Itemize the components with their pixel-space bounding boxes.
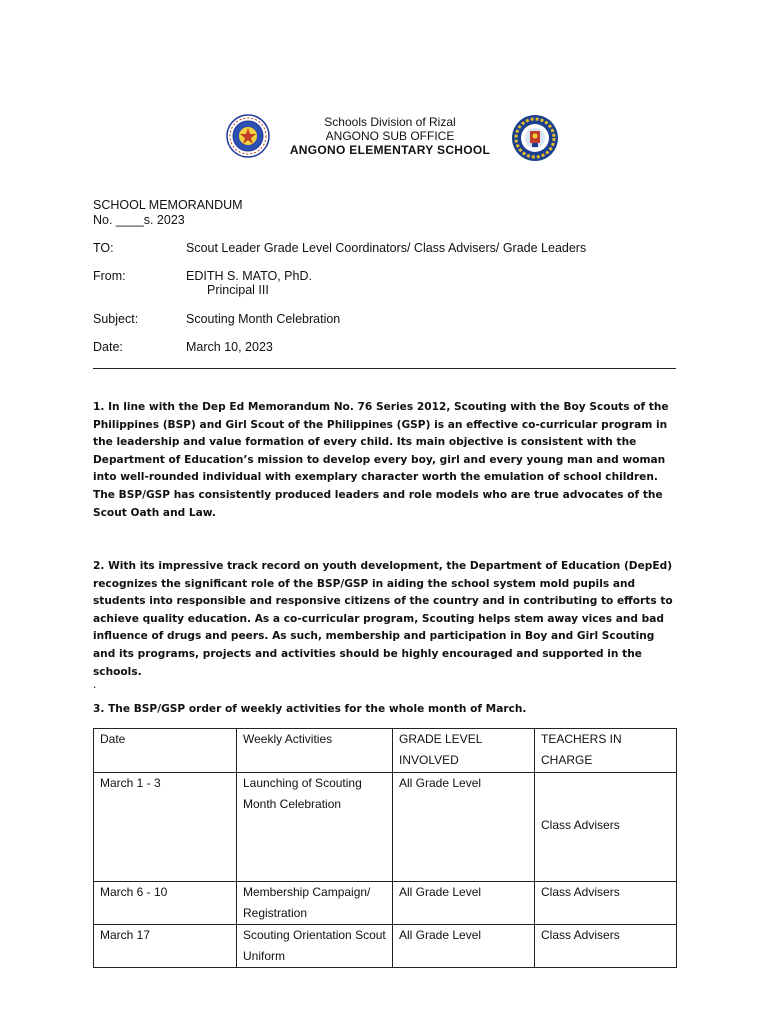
table-row — [94, 773, 677, 882]
paragraph-1: 1. In line with the Dep Ed Memorandum No. 76 Series 2012, Scouting with the Boy Scouts of the Philippines (BSP) and Girl Scout of the Philippines (GSP) is an effective co-curricular program in the leadership and value formation of every child. Its main objective is consistent with the Department of Education’s mission to develop every boy, girl and every young man and woman into well-rounded individual with exemplary character worth the emulation of school children. The BSP/GSP has consistently produced leaders and role models who are true advocates of the Scout Oath and Law. — [93, 401, 669, 519]
table-cell-teacher: Class Advisers — [535, 882, 677, 925]
table-cell-grade: All Grade Level — [393, 773, 535, 882]
school-gear-seal-icon — [511, 114, 559, 162]
subject-label: Subject: — [93, 312, 139, 326]
table-cell-activity: Launching of Scouting Month Celebration — [237, 773, 393, 882]
table-cell-teacher: Class Advisers — [535, 925, 677, 968]
subject-value: Scouting Month Celebration — [186, 312, 341, 326]
activities-table — [93, 728, 677, 968]
header-cell-teachers: TEACHERS IN CHARGE — [535, 729, 677, 773]
table-cell-teacher: Class Advisers — [535, 773, 677, 882]
table-cell-activity: Membership Campaign/ Registration — [237, 882, 393, 925]
table-header-row — [94, 729, 677, 773]
stray-period: . — [93, 677, 97, 691]
school-name: ANGONO ELEMENTARY SCHOOL — [289, 143, 491, 157]
from-title: Principal III — [207, 283, 269, 297]
header-divider — [93, 368, 676, 369]
table-cell-grade: All Grade Level — [393, 882, 535, 925]
memo-title: SCHOOL MEMORANDUM — [93, 198, 243, 212]
to-value: Scout Leader Grade Level Coordinators/ Class Advisers/ Grade Leaders — [186, 241, 587, 255]
table-cell-grade: All Grade Level — [393, 925, 535, 968]
header-cell-date: Date — [94, 729, 237, 773]
date-label: Date: — [93, 340, 123, 354]
table-cell-date: March 17 — [94, 925, 237, 968]
table-row — [94, 882, 677, 925]
paragraph-2: 2. With its impressive track record on youth development, the Department of Education (DepEd) recognizes the significant role of the BSP/GSP in aiding the school system mold pupils and students into responsible and responsive citizens of the country and in contributing to efforts to achieve quality education. As a co-curricular program, Scouting helps stem away vices and bad influence of drugs and peers. As such, membership and participation in Boy and Girl Scouting and its programs, projects and activities should be highly encouraged and supported in the schools. — [93, 560, 673, 678]
memo-number: No. ____s. 2023 — [93, 213, 185, 227]
table-cell-activity: Scouting Orientation Scout Uniform — [237, 925, 393, 968]
sub-office-name: ANGONO SUB OFFICE — [325, 129, 455, 143]
date-value: March 10, 2023 — [186, 340, 273, 354]
to-label: TO: — [93, 241, 114, 255]
from-value: EDITH S. MATO, PhD. — [186, 269, 312, 283]
table-cell-date: March 6 - 10 — [94, 882, 237, 925]
table-row — [94, 925, 677, 968]
deped-seal-icon — [226, 114, 270, 158]
header-cell-grade-level: GRADE LEVEL INVOLVED — [393, 729, 535, 773]
from-label: From: — [93, 269, 126, 283]
header-cell-activities: Weekly Activities — [237, 729, 393, 773]
paragraph-3: 3. The BSP/GSP order of weekly activities for the whole month of March. — [93, 703, 527, 715]
table-cell-date: March 1 - 3 — [94, 773, 237, 882]
division-name: Schools Division of Rizal — [324, 115, 456, 129]
